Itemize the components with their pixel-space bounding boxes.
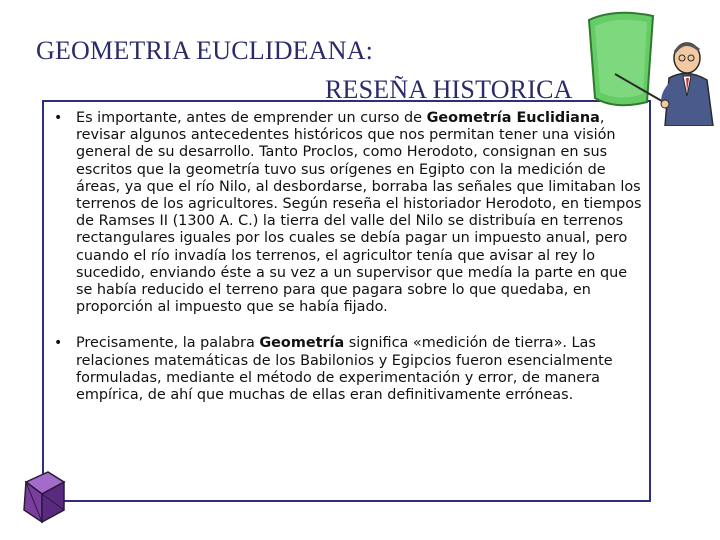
bullet-2-part-2: Geometría [259, 335, 345, 352]
bullet-list [52, 110, 647, 404]
bullet-item-1 [52, 110, 647, 316]
bullet-icon: • [54, 335, 63, 352]
bullet-item-2 [52, 335, 647, 404]
bullet-1-part-3: , revisar algunos antecedentes históricos que nos permitan tener una visión general de su desarrollo. Tanto Proclos, como Herodoto, consignan en sus escritos que la geometría tuvo sus orígenes en Egipto con la medición de áreas, ya que el río Nilo, al desbordarse, borraba las señales que limitaban los terrenos de los agricultores. Según reseña el historiador Herodoto, en tiempos de Ramses II (1300 A. C.) la tierra del valle del Nilo se distribuía en terrenos rectangulares iguales por los cuales se debía pagar un impuesto anual, pero cuando el río invadía los terrenos, el agricultor tenía que avisar al rey lo sucedido, enviando éste a su vez a un supervisor que medía la parte en que se había reducido el terreno para que pagara sobre lo que quedaba, en proporción al impuesto que se había fijado. [76, 110, 642, 316]
bullet-icon: • [54, 110, 63, 126]
bullet-1-part-1: Es importante, antes de emprender un curso de [76, 110, 427, 126]
bullet-2-part-1: Precisamente, la palabra [76, 335, 260, 352]
teacher-pointing-board-icon [575, 6, 715, 126]
bullet-2-part-3: significa «medición de tierra». Las relaciones matemáticas de los Babilonios y Egipcios fueron esencialmente formuladas, mediante el método de experimentación y error, de manera empírica, de ahí que muchas de ellas eran definitivamente erróneas. [76, 335, 613, 404]
title-line-1: GEOMETRIA EUCLIDEANA: [36, 36, 374, 65]
bullet-1-part-2: Geometría Euclidiana [426, 110, 600, 126]
title-line-2: RESEÑA HISTORICA [325, 75, 573, 104]
purple-cube-icon [18, 468, 70, 526]
